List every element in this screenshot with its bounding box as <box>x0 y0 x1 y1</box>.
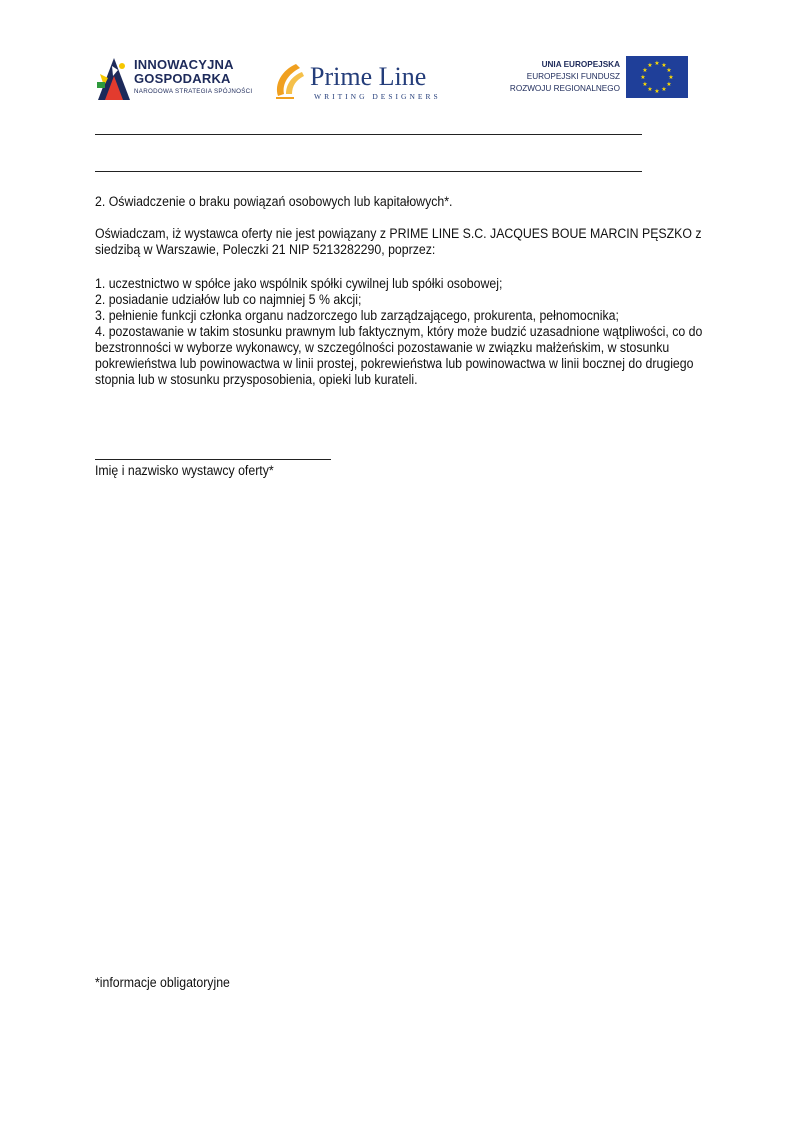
prime-line-wordmark: Prime Line <box>310 62 427 91</box>
intro-line-2: siedzibą w Warszawie, Poleczki 21 NIP 5213282290, poprzez: <box>95 242 436 257</box>
svg-text:★: ★ <box>640 74 646 81</box>
blank-line-2 <box>95 171 642 172</box>
list-item: 3. pełnienie funkcji członka organu nadzorczego lub zarządzającego, prokurenta, pełnomocnika; <box>95 308 619 323</box>
svg-text:★: ★ <box>666 67 672 74</box>
svg-text:★: ★ <box>668 74 674 81</box>
svg-text:★: ★ <box>666 81 672 88</box>
prime-line-pen-icon <box>272 60 308 102</box>
list-item-continuation: bezstronności w wyborze wykonawcy, w szczególności pozostawanie w związku małżeńskim, w stosunku <box>95 340 670 355</box>
blank-line-1 <box>95 134 642 135</box>
innowacyjna-tagline: NARODOWA STRATEGIA SPÓJNOŚCI <box>134 88 253 95</box>
list-item-continuation: pokrewieństwa lub powinowactwa w linii prostej, pokrewieństwa lub powinowactwa w linii bocznej do drugiego <box>95 356 694 371</box>
footnote: *informacje obligatoryjne <box>95 975 230 990</box>
signature-label: Imię i nazwisko wystawcy oferty* <box>95 463 274 478</box>
svg-text:★: ★ <box>647 62 653 69</box>
eu-fund-text: UNIA EUROPEJSKA EUROPEJSKI FUNDUSZ ROZWOJU REGIONALNEGO <box>509 60 620 93</box>
eu-fund-logo <box>509 56 688 100</box>
innowacyjna-gospodarka-wordmark: INNOWACYJNA GOSPODARKA <box>134 57 234 86</box>
innowacyjna-gospodarka-logo <box>96 50 256 102</box>
section-heading: 2. Oświadczenie o braku powiązań osobowych lub kapitałowych*. <box>95 194 453 209</box>
list-item-continuation: stopnia lub w stosunku przysposobienia, opieki lub kurateli. <box>95 372 418 387</box>
svg-text:★: ★ <box>647 86 653 93</box>
svg-text:★: ★ <box>661 86 667 93</box>
svg-text:★: ★ <box>642 81 648 88</box>
svg-text:★: ★ <box>661 62 667 69</box>
svg-text:★: ★ <box>654 88 660 95</box>
list-item: 1. uczestnictwo w spółce jako wspólnik spółki cywilnej lub spółki osobowej; <box>95 276 503 291</box>
innowacyjna-gospodarka-emblem-icon <box>96 52 132 102</box>
signature-line <box>95 459 331 460</box>
list-item: 2. posiadanie udziałów lub co najmniej 5 % akcji; <box>95 292 362 307</box>
eu-flag-icon <box>626 56 688 98</box>
prime-line-logo <box>270 58 468 106</box>
list-item: 4. pozostawanie w takim stosunku prawnym lub faktycznym, który może budzić uzasadnione wątpliwości, co do <box>95 324 703 339</box>
svg-text:★: ★ <box>654 60 660 67</box>
intro-line-1: Oświadczam, iż wystawca oferty nie jest powiązany z PRIME LINE S.C. JACQUES BOUE MARCIN PĘSZKO z <box>95 226 702 241</box>
prime-line-tagline: WRITING DESIGNERS <box>314 92 441 101</box>
svg-text:★: ★ <box>642 67 648 74</box>
